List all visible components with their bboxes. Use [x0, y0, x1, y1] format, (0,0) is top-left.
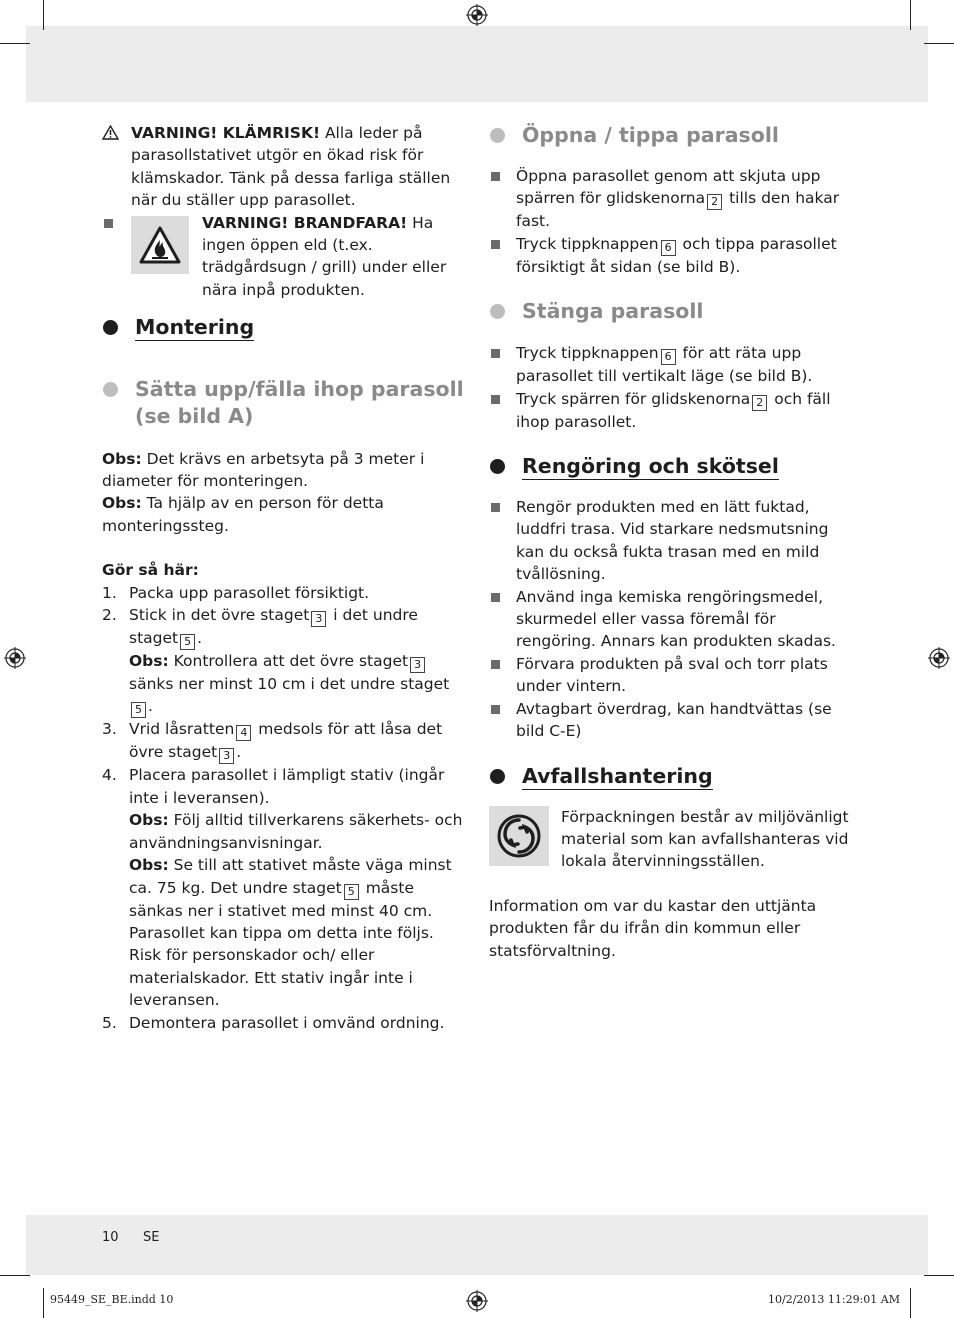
- warning-fire: [102, 212, 468, 302]
- part-ref: 3: [311, 611, 326, 627]
- part-ref: 5: [180, 634, 195, 650]
- part-ref: 2: [707, 194, 722, 210]
- language-code: SE: [143, 1230, 160, 1245]
- bullet-square: [491, 503, 500, 512]
- part-ref: 3: [410, 657, 425, 673]
- warning-fire-title: VARNING! BRANDFARA!: [202, 213, 408, 232]
- note-workspace: Obs: Det krävs en arbetsyta på 3 meter i diameter för monteringen.: [102, 449, 425, 491]
- list-item: 1. Packa upp parasollet försiktigt.: [102, 583, 370, 602]
- note-helper: Obs: Ta hjälp av en person för detta monteringssteg.: [102, 494, 384, 535]
- registration-mark-icon: [466, 1290, 488, 1312]
- bullet-square: [104, 219, 113, 228]
- part-ref: 6: [661, 240, 676, 256]
- bullet-dot: [490, 304, 505, 319]
- crop-mark: [910, 1288, 911, 1318]
- bullet-dot: [103, 382, 118, 397]
- list-item: Tryck tippknappen 6 och tippa parasollet försiktigt åt sidan (se bild B).: [489, 233, 859, 278]
- header-band: [26, 26, 928, 102]
- close-list: [489, 342, 859, 433]
- warning-pinch: [102, 122, 468, 212]
- bullet-square: [491, 349, 500, 358]
- bullet-square: [491, 705, 500, 714]
- crop-mark: [0, 1275, 30, 1276]
- registration-mark-icon: [4, 647, 26, 669]
- list-item: Tryck tippknappen 6 för att räta upp parasollet till vertikalt läge (se bild B).: [489, 342, 859, 387]
- howto-label: Gör så här:: [102, 561, 199, 580]
- warning-triangle-icon: [102, 125, 119, 140]
- list-item: 3. Vrid låsratten 4 medsols för att låsa det övre staget 3 .: [102, 720, 443, 763]
- crop-mark: [924, 43, 954, 44]
- warning-pinch-title: VARNING! KLÄMRISK!: [131, 124, 321, 142]
- part-ref: 2: [752, 395, 767, 411]
- disposal-info: Information om var du kastar den uttjänta produkten får du ifrån din kommun eller statsförvaltning.: [489, 896, 817, 960]
- green-dot-recycling-icon: [489, 806, 549, 866]
- heading-cleaning: Rengöring och skötsel: [489, 453, 859, 480]
- bullet-square: [491, 395, 500, 404]
- registration-mark-icon: [928, 647, 950, 669]
- heading-waste: Avfallshantering: [489, 763, 859, 790]
- warning-fire-text: Ha ingen öppen eld (t.ex. trädgårdsugn / grill) under eller nära inpå produkten.: [202, 213, 447, 299]
- heading-open-tilt: Öppna / tippa parasoll: [489, 122, 859, 149]
- cleaning-list: [489, 496, 859, 742]
- part-ref: 5: [344, 884, 359, 900]
- crop-mark: [910, 0, 911, 30]
- registration-mark-icon: [466, 4, 488, 26]
- slug-file: 95449_SE_BE.indd 10: [50, 1293, 174, 1306]
- bullet-square: [491, 593, 500, 602]
- heading-montering: Montering: [102, 314, 468, 341]
- left-column: [102, 122, 468, 1034]
- part-ref: 3: [219, 748, 234, 764]
- part-ref: 4: [236, 725, 251, 741]
- list-item: Öppna parasollet genom att skjuta upp spärren för glidskenorna 2 tills den hakar fast.: [489, 165, 859, 233]
- bullet-square: [491, 240, 500, 249]
- list-item: 4. Placera parasollet i lämpligt stativ (ingår inte i leveransen). Obs: Följ alltid tillverkarens säkerhets- och användningsanvisningar. Obs: Se till att stativet måste väga minst ca. 75 kg. Det undre staget 5 måste sänkas ner i stativet med minst 40 cm. Parasollet kan tippa om detta inte följs. Risk för personskador och/ eller materialskador. Ett stativ ingår inte i leveransen.: [102, 766, 463, 1010]
- bullet-dot: [103, 320, 118, 335]
- page-number: 10: [102, 1230, 119, 1245]
- crop-mark: [924, 1275, 954, 1276]
- list-item: Rengör produkten med en lätt fuktad, luddfri trasa. Vid starkare nedsmutsning kan du också fukta trasan med en mild tvållösning.: [489, 496, 859, 586]
- warning-pinch-text: Alla leder på parasollstativet utgör en ökad risk för klämskador. Tänk på dessa farliga ställen när du ställer upp parasollet.: [131, 124, 451, 210]
- open-list: [489, 165, 859, 278]
- footer-band: [26, 1215, 928, 1275]
- heading-setup: Sätta upp/fälla ihop parasoll (se bild A): [102, 376, 468, 430]
- list-item: 2. Stick in det övre staget 3 i det undre staget 5 . Obs: Kontrollera att det övre staget 3 sänks ner minst 10 cm i det undre staget5 .: [102, 606, 450, 717]
- bullet-square: [491, 172, 500, 181]
- list-item: Använd inga kemiska rengöringsmedel, skurmedel eller vassa föremål för rengöring. Annars kan produkten skadas.: [489, 586, 859, 653]
- list-item: Avtagbart överdrag, kan handtvättas (se bild C-E): [489, 698, 859, 743]
- right-column: [489, 122, 859, 962]
- fire-warning-icon: [131, 216, 189, 274]
- bullet-dot: [490, 769, 505, 784]
- bullet-dot: [490, 459, 505, 474]
- list-item: Förvara produkten på sval och torr plats under vintern.: [489, 653, 859, 698]
- slug-date: 10/2/2013 11:29:01 AM: [768, 1293, 901, 1306]
- part-ref: 6: [661, 349, 676, 365]
- waste-info: Förpackningen består av miljövänligt material som kan avfallshanteras vid lokala återvinningsställen.: [489, 806, 859, 873]
- crop-mark: [0, 43, 30, 44]
- list-item: Tryck spärren för glidskenorna 2 och fäll ihop parasollet.: [489, 388, 859, 433]
- heading-close: Stänga parasoll: [489, 298, 859, 325]
- crop-mark: [43, 0, 44, 30]
- part-ref: 5: [131, 702, 146, 718]
- list-item: 5. Demontera parasollet i omvänd ordning.: [102, 1013, 445, 1032]
- bullet-square: [491, 660, 500, 669]
- crop-mark: [43, 1288, 44, 1318]
- bullet-dot: [490, 128, 505, 143]
- steps-list: [102, 582, 468, 1034]
